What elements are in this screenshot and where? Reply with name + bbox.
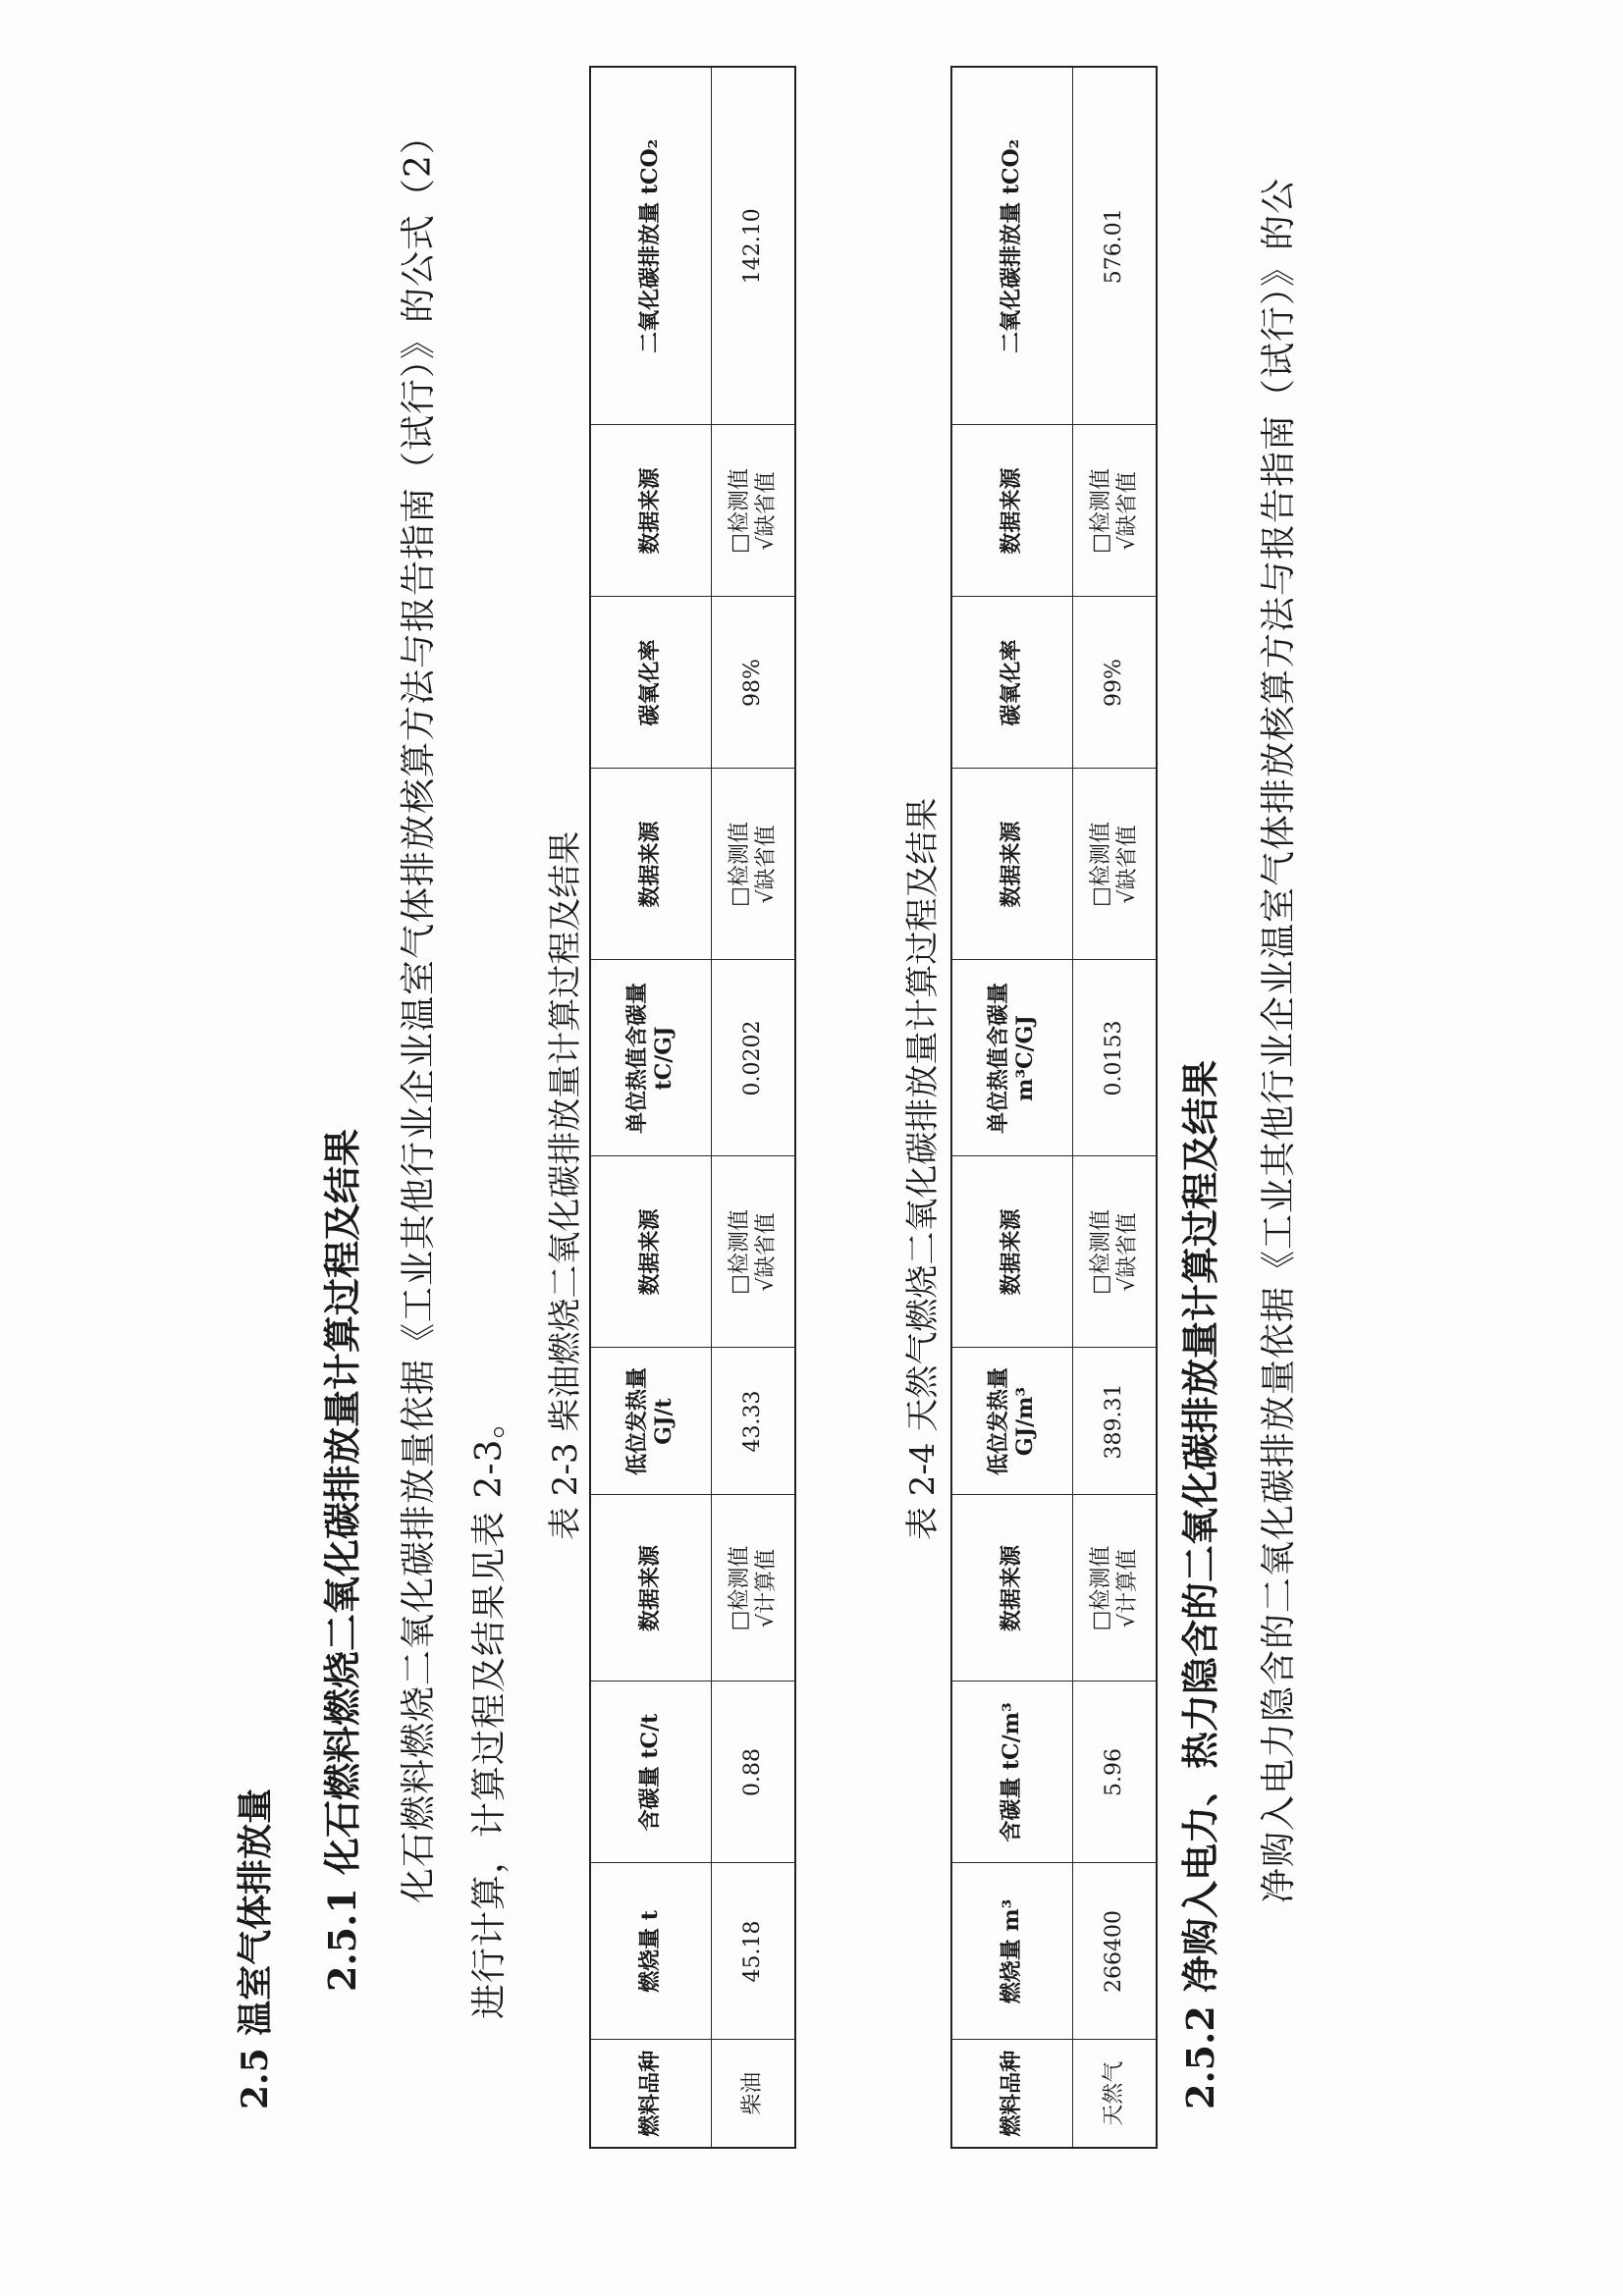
diesel-emission-table [589, 66, 796, 2149]
carbon-content-cell: 5.96 [1073, 1682, 1158, 1863]
table-header-row [951, 67, 1073, 2148]
data-source-cell [712, 1156, 796, 1348]
source-option: √计算值 [1115, 1548, 1140, 1629]
data-source-cell [1073, 769, 1158, 960]
data-source-cell [712, 425, 796, 597]
unit-carbon-cell: 0.0202 [712, 960, 796, 1156]
header-cell: 数据来源 [590, 425, 712, 597]
fuel-type-cell: 柴油 [712, 2040, 796, 2148]
source-option: √缺省值 [754, 825, 779, 904]
header-cell: 低位发热量 GJ/t [590, 1348, 712, 1495]
source-option: □检测值 [727, 468, 752, 554]
ncv-cell: 389.31 [1073, 1348, 1158, 1495]
source-option: √缺省值 [1115, 1212, 1140, 1292]
carbon-content-cell: 0.88 [712, 1682, 796, 1863]
oxidation-rate-cell: 98% [712, 597, 796, 769]
source-option: □检测值 [727, 1545, 752, 1631]
source-option: √计算值 [754, 1548, 779, 1629]
amount-cell: 266400 [1073, 1863, 1158, 2040]
header-cell: 单位热值含碳量 m³C/GJ [951, 960, 1073, 1156]
ncv-cell: 43.33 [712, 1348, 796, 1495]
data-source-cell [712, 769, 796, 960]
header-cell: 碳氧化率 [590, 597, 712, 769]
subsection-title-2-5-1: 2.5.1 化石燃料燃烧二氧化碳排放量计算过程及结果 [320, 1128, 364, 1992]
source-option: □检测值 [727, 822, 752, 907]
source-option: √缺省值 [754, 471, 779, 551]
header-cell: 燃烧量 m³ [951, 1863, 1073, 2040]
header-cell: 数据来源 [590, 1495, 712, 1682]
source-option: □检测值 [1088, 822, 1113, 907]
fuel-type-cell: 天然气 [1073, 2040, 1158, 2148]
table-header-row [590, 67, 712, 2148]
header-cell: 数据来源 [951, 1156, 1073, 1348]
amount-cell: 45.18 [712, 1863, 796, 2040]
header-cell: 数据来源 [590, 769, 712, 960]
source-option: □检测值 [727, 1209, 752, 1295]
co2-emission-cell: 142.10 [712, 67, 796, 425]
unit-carbon-cell: 0.0153 [1073, 960, 1158, 1156]
paragraph-line: 化石燃料燃烧二氧化碳排放量依据《工业其他行业企业温室气体排放核算方法与报告指南（试行）》的公式（2） [399, 118, 439, 1903]
header-cell: 燃烧量 t [590, 1863, 712, 2040]
header-cell: 数据来源 [590, 1156, 712, 1348]
header-cell: 燃料品种 [951, 2040, 1073, 2148]
data-source-cell [1073, 1156, 1158, 1348]
header-cell: 数据来源 [951, 1495, 1073, 1682]
header-cell: 含碳量 tC/t [590, 1682, 712, 1863]
header-cell: 碳氧化率 [951, 597, 1073, 769]
paragraph-line: 进行计算，计算过程及结果见表 2-3。 [469, 1402, 510, 2019]
header-cell: 二氧化碳排放量 tCO₂ [951, 67, 1073, 425]
data-source-cell [1073, 425, 1158, 597]
subsection-title-2-5-2: 2.5.2 净购入电力、热力隐含的二氧化碳排放量计算过程及结果 [1178, 1059, 1222, 2109]
header-cell: 单位热值含碳量 tC/GJ [590, 960, 712, 1156]
source-option: √缺省值 [1115, 471, 1140, 551]
source-option: □检测值 [1088, 1209, 1113, 1295]
header-cell: 数据来源 [951, 769, 1073, 960]
header-cell: 低位发热量 GJ/m³ [951, 1348, 1073, 1495]
source-option: □检测值 [1088, 468, 1113, 554]
paragraph-line: 净购入电力隐含的二氧化碳排放量依据《工业其他行业企业温室气体排放核算方法与报告指南（试行）》的公 [1259, 177, 1299, 1903]
data-source-cell [712, 1495, 796, 1682]
source-option: □检测值 [1088, 1545, 1113, 1631]
header-cell: 含碳量 tC/m³ [951, 1682, 1073, 1863]
co2-emission-cell: 576.01 [1073, 67, 1158, 425]
table-row [712, 67, 796, 2148]
data-source-cell [1073, 1495, 1158, 1682]
table-caption-2-3: 表 2-3 柴油燃烧二氧化碳排放量计算过程及结果 [546, 830, 585, 1540]
oxidation-rate-cell: 99% [1073, 597, 1158, 769]
table-caption-2-4: 表 2-4 天然气燃烧二氧化碳排放量计算过程及结果 [903, 797, 943, 1540]
header-cell: 数据来源 [951, 425, 1073, 597]
source-option: √缺省值 [1115, 825, 1140, 904]
header-cell: 燃料品种 [590, 2040, 712, 2148]
section-title: 2.5 温室气体排放量 [235, 1788, 276, 2109]
table-row [1073, 67, 1158, 2148]
header-cell: 二氧化碳排放量 tCO₂ [590, 67, 712, 425]
natural-gas-emission-table [950, 66, 1158, 2149]
source-option: √缺省值 [754, 1212, 779, 1292]
